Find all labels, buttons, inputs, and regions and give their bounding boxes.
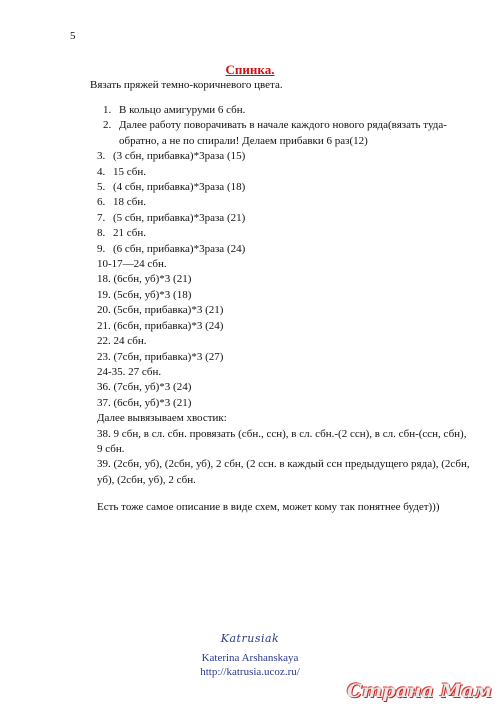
step-text: (5 сбн, прибавка)*3раза (21) (113, 211, 246, 224)
step-number: 3. (97, 150, 106, 163)
list-item (97, 242, 473, 257)
list-item (103, 103, 473, 118)
signature-logo: Katrusiak (220, 632, 280, 645)
list-item (97, 180, 473, 195)
step-number: 1. (103, 104, 112, 116)
list-item (97, 195, 473, 210)
list-item (97, 149, 473, 164)
list-item: 19. (5сбн, уб)*3 (18) (97, 288, 192, 301)
step-text: 18 сбн. (113, 196, 146, 209)
step-text: (6 сбн, прибавка)*3раза (24) (113, 242, 246, 255)
list-item: 24-35. 27 сбн. (97, 365, 162, 378)
list-item (97, 165, 473, 180)
instructions-list (97, 103, 473, 515)
list-item (103, 118, 473, 149)
author-name: Katerina Arshanskaya (201, 652, 299, 664)
list-item: 20. (5сбн, прибавка)*3 (21) (97, 304, 224, 317)
tail-heading: Далее вывязываем хвостик: (97, 412, 227, 425)
list-item: 22. 24 сбн. (97, 335, 147, 348)
step-text: 15 сбн. (113, 165, 146, 178)
step-number: 8. (97, 227, 106, 240)
step-text: Далее работу поворачивать в начале каждого нового ряда(вязать туда-обратно, а не по спирали! Делаем прибавки 6 раз(12) (119, 119, 447, 147)
step-text: В кольцо амигуруми 6 сбн. (119, 104, 246, 116)
list-item: 36. (7сбн, уб)*3 (24) (97, 381, 192, 394)
step-number: 9. (97, 242, 106, 255)
step-number: 4. (97, 165, 106, 178)
step-number: 5. (97, 181, 106, 194)
step-text: (3 сбн, прибавка)*3раза (15) (113, 150, 246, 163)
list-item: 37. (6сбн, уб)*3 (21) (97, 396, 192, 409)
list-item (97, 211, 473, 226)
list-item: 10-17—24 сбн. (97, 258, 167, 271)
page-number: 5 (70, 30, 76, 42)
step-text: 21 сбн. (113, 227, 146, 240)
list-item: 23. (7сбн, прибавка)*3 (27) (97, 350, 224, 363)
step-number: 6. (97, 196, 106, 209)
step-number: 7. (97, 211, 106, 224)
list-item (97, 226, 473, 241)
list-item: 21. (6сбн, прибавка)*3 (24) (97, 319, 224, 332)
intro-text: Вязать пряжей темно-коричневого цвета. (90, 79, 283, 91)
author-url: http://katrusia.ucoz.ru/ (200, 666, 300, 678)
closing-note: Есть тоже самое описание в виде схем, может кому так понятнее будет))) (97, 501, 440, 514)
section-title: Спинка. (225, 62, 275, 77)
list-item: 39. (2сбн, уб), (2сбн, уб), 2 сбн, (2 ссн. в каждый ссн предыдущего ряда), (2сбн, уб), (2сбн, уб), 2 сбн. (97, 458, 470, 486)
list-item: 38. 9 сбн, в сл. сбн. провязать (сбн., ссн), в сл. сбн.-(2 ссн), в сл. сбн-(ссн, сбн), 9 сбн. (97, 427, 467, 455)
site-watermark: Страна Мам (346, 680, 492, 702)
step-text: (4 сбн, прибавка)*3раза (18) (113, 181, 246, 194)
step-number: 2. (103, 119, 112, 132)
list-item: 18. (6сбн, уб)*3 (21) (97, 273, 192, 286)
